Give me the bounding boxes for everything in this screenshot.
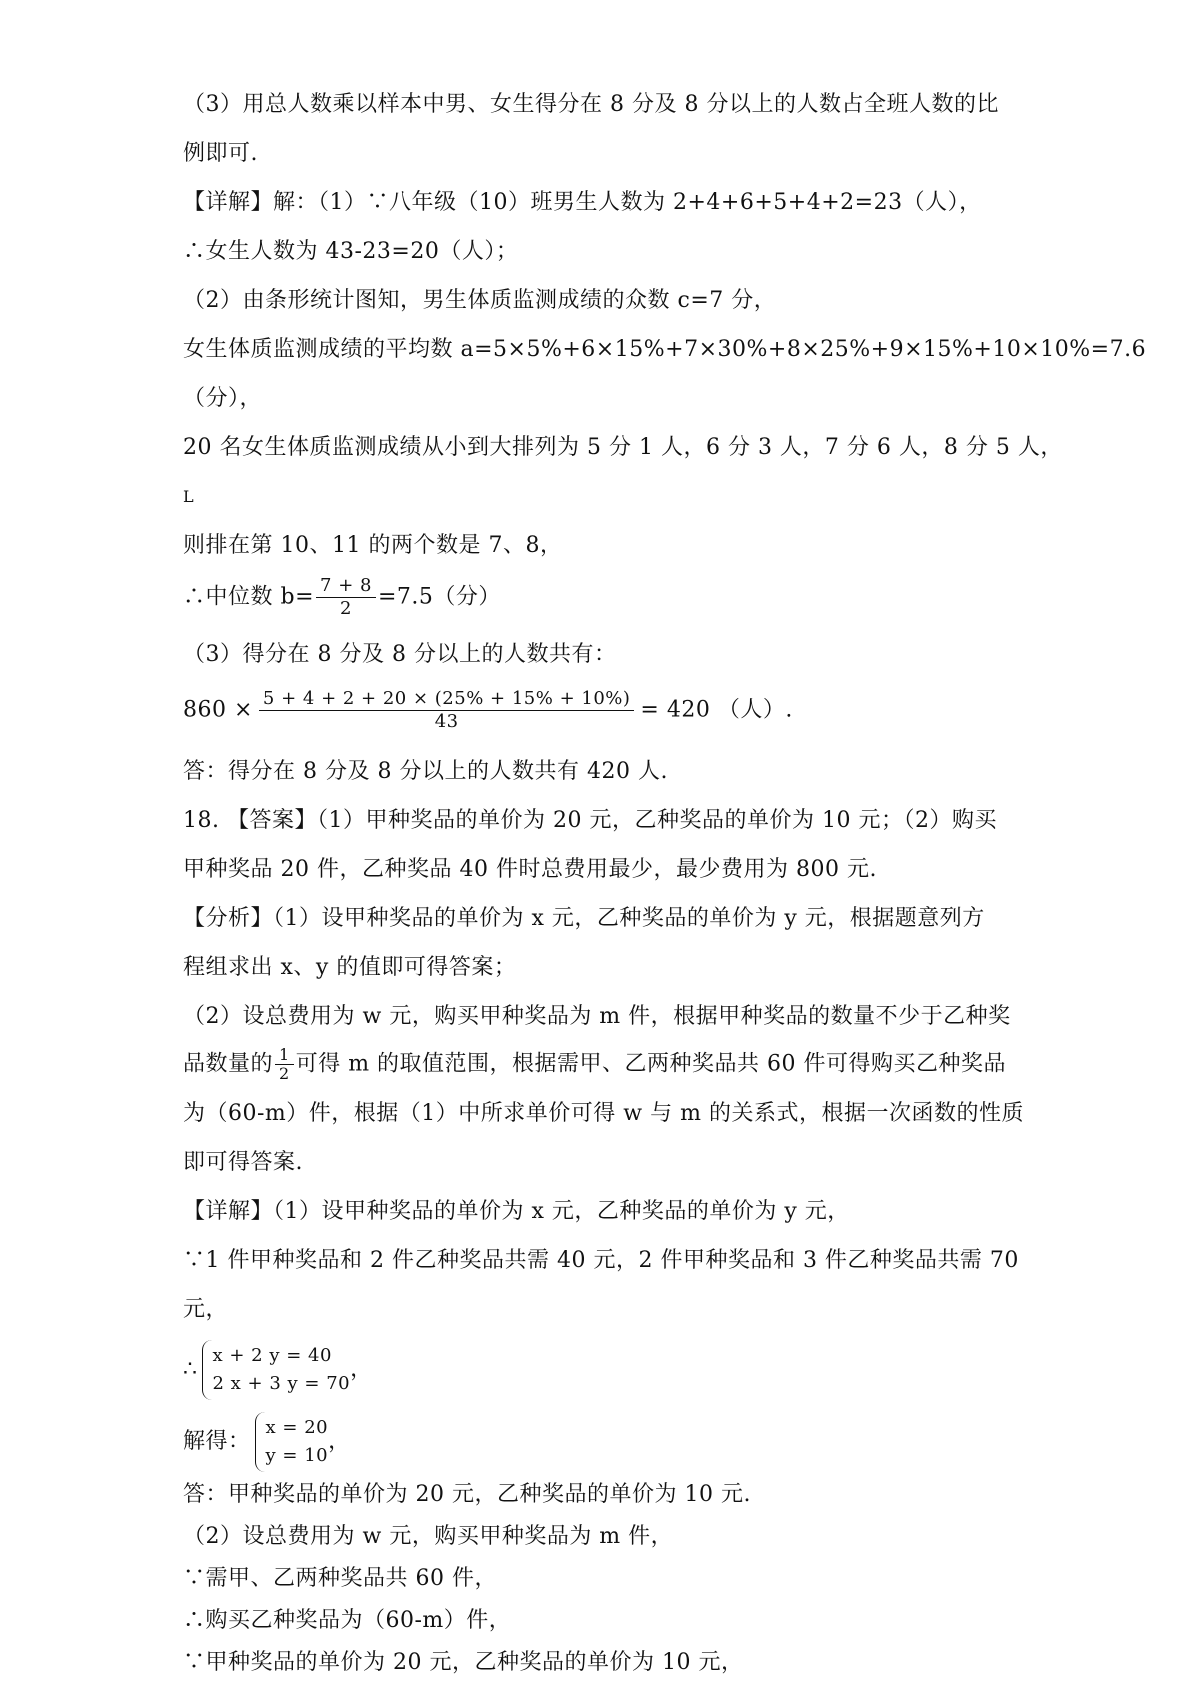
text-line: 程组求出 x、y 的值即可得答案； bbox=[183, 955, 517, 980]
half-numerator: 1 bbox=[275, 1046, 294, 1065]
text-line: （2）由条形统计图知，男生体质监测成绩的众数 c=7 分， bbox=[183, 288, 777, 313]
text-line: （3）得分在 8 分及 8 分以上的人数共有： bbox=[183, 642, 617, 667]
median-prefix: ∴中位数 b= bbox=[183, 584, 315, 610]
text-line: 【分析】（1）设甲种奖品的单价为 x 元，乙种奖品的单价为 y 元，根据题意列方 bbox=[183, 906, 985, 931]
text-line: （分）， bbox=[183, 386, 263, 411]
text-line: （3）用总人数乘以样本中男、女生得分在 8 分及 8 分以上的人数占全班人数的比 bbox=[183, 92, 999, 117]
text-line: 【详解】解：（1）∵八年级（10）班男生人数为 2+4+6+5+4+2=23（人）， bbox=[183, 190, 982, 215]
text-line: 答：得分在 8 分及 8 分以上的人数共有 420 人. bbox=[183, 759, 668, 784]
calc-denominator: 43 bbox=[434, 711, 459, 732]
text-line: ∴购买乙种奖品为（60-m）件， bbox=[183, 1608, 512, 1633]
text-line: ∵需甲、乙两种奖品共 60 件， bbox=[183, 1566, 497, 1591]
system-brace bbox=[202, 1340, 351, 1400]
text-line: 为（60-m）件，根据（1）中所求单价可得 w 与 m 的关系式，根据一次函数的性质 bbox=[183, 1101, 1024, 1126]
text-line: L bbox=[183, 487, 195, 506]
median-formula bbox=[183, 575, 501, 620]
text-line: 20 名女生体质监测成绩从小到大排列为 5 分 1 人，6 分 3 人，7 分 6 人，8 分 5 人， bbox=[183, 435, 1063, 460]
text-line: 例即可. bbox=[183, 141, 258, 166]
text-line: （2）设总费用为 w 元，购买甲种奖品为 m 件， bbox=[183, 1524, 674, 1549]
solution-prefix: 解得： bbox=[183, 1429, 251, 1454]
calc-prefix: 860 × bbox=[183, 697, 253, 723]
half-prefix: 品数量的 bbox=[183, 1051, 274, 1077]
text-line: 答：甲种奖品的单价为 20 元，乙种奖品的单价为 10 元. bbox=[183, 1482, 751, 1507]
system-suffix: ， bbox=[350, 1357, 373, 1382]
text-line: ∵甲种奖品的单价为 20 元，乙种奖品的单价为 10 元， bbox=[183, 1650, 744, 1675]
text-line: 女生体质监测成绩的平均数 a=5×5%+6×15%+7×30%+8×25%+9×15%+10×10%=7.6 bbox=[183, 337, 1147, 362]
half-denominator: 2 bbox=[279, 1064, 290, 1083]
solution-system bbox=[183, 1412, 351, 1472]
equation-system bbox=[183, 1340, 373, 1400]
half-fraction bbox=[275, 1046, 294, 1083]
equation-2: 2 x + 3 y = 70 bbox=[212, 1373, 351, 1394]
text-line: ∴女生人数为 43-23=20（人）； bbox=[183, 239, 519, 264]
text-line: 即可得答案. bbox=[183, 1150, 303, 1175]
median-fraction bbox=[316, 575, 376, 620]
half-suffix: 可得 m 的取值范围，根据需甲、乙两种奖品共 60 件可得购买乙种奖品 bbox=[295, 1051, 1007, 1077]
median-denominator: 2 bbox=[340, 598, 352, 619]
text-line: 则排在第 10、11 的两个数是 7、8， bbox=[183, 533, 563, 558]
median-suffix: =7.5（分） bbox=[377, 584, 501, 610]
solution-suffix: ， bbox=[328, 1429, 351, 1454]
solution-1: x = 20 bbox=[265, 1417, 329, 1438]
calc-numerator: 5 + 4 + 2 + 20 × (25% + 15% + 10%) bbox=[259, 688, 634, 711]
median-numerator: 7 + 8 bbox=[316, 575, 376, 598]
text-line: 18. 【答案】（1）甲种奖品的单价为 20 元，乙种奖品的单价为 10 元；（2）购买 bbox=[183, 808, 997, 833]
solution-2: y = 10 bbox=[265, 1445, 329, 1466]
equation-1: x + 2 y = 40 bbox=[212, 1345, 332, 1366]
text-line: ∵1 件甲种奖品和 2 件乙种奖品共需 40 元，2 件甲种奖品和 3 件乙种奖品共需 70 bbox=[183, 1248, 1019, 1273]
solution-brace bbox=[255, 1412, 329, 1472]
half-line bbox=[183, 1046, 1006, 1083]
text-line: 元， bbox=[183, 1297, 229, 1322]
text-line: （2）设总费用为 w 元，购买甲种奖品为 m 件，根据甲种奖品的数量不少于乙种奖 bbox=[183, 1004, 1011, 1029]
calc-fraction bbox=[259, 688, 634, 733]
calc-suffix: = 420 （人）. bbox=[640, 697, 793, 723]
system-prefix: ∴ bbox=[183, 1357, 198, 1382]
calc-formula bbox=[183, 688, 793, 733]
text-line: 甲种奖品 20 件，乙种奖品 40 件时总费用最少，最少费用为 800 元. bbox=[183, 857, 877, 882]
text-line: 【详解】（1）设甲种奖品的单价为 x 元，乙种奖品的单价为 y 元， bbox=[183, 1199, 850, 1224]
